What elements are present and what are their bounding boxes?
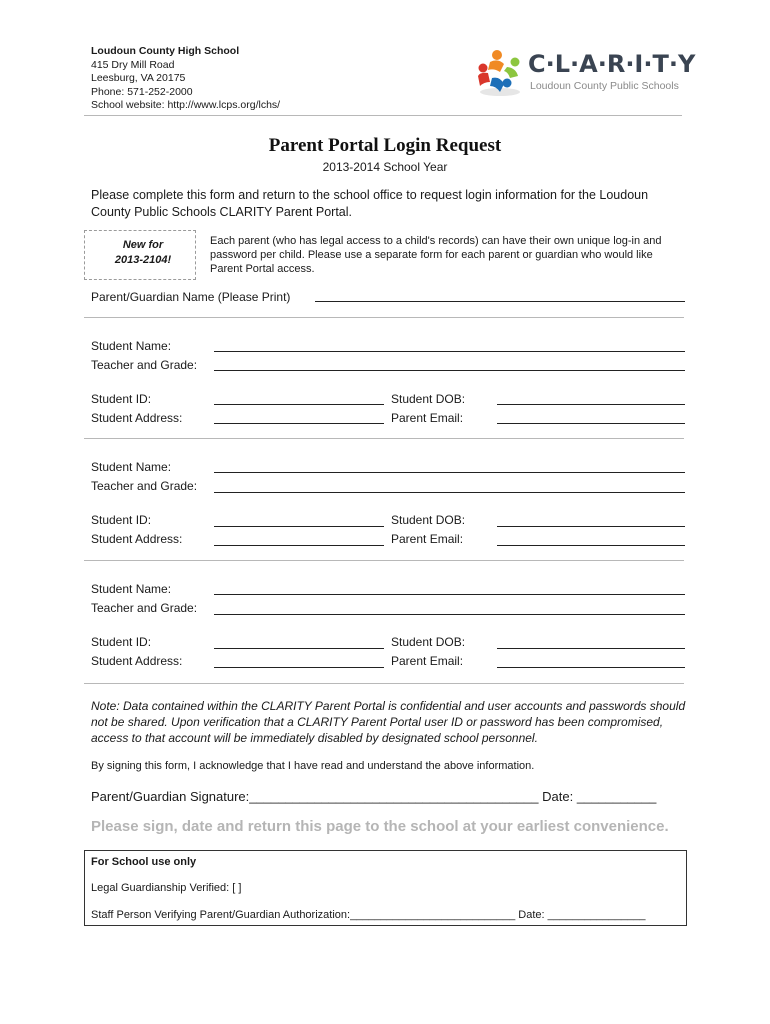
student-dob-label: Student DOB: [391, 513, 466, 527]
parent-email-label: Parent Email: [391, 532, 464, 546]
new-for-label [88, 238, 198, 268]
student-id-field[interactable] [214, 648, 384, 649]
parent-name-field[interactable] [315, 301, 685, 302]
section-divider-4 [84, 683, 684, 684]
clarity-logo [474, 46, 696, 100]
student-dob-label: Student DOB: [391, 392, 466, 406]
student-address-field[interactable] [214, 423, 384, 424]
school-info [91, 45, 280, 113]
acknowledgement-text: By signing this form, I acknowledge that I have read and understand the above information. [91, 760, 535, 772]
clarity-subtitle: Loudoun County Public Schools [530, 80, 679, 92]
section-divider-3 [84, 560, 684, 561]
teacher-grade-label: Teacher and Grade: [91, 358, 198, 372]
new-for-label-line1: New for [122, 239, 164, 251]
student-address-label: Student Address: [91, 411, 183, 425]
student-dob-field[interactable] [497, 404, 685, 405]
teacher-grade-label: Teacher and Grade: [91, 601, 198, 615]
student-dob-label: Student DOB: [391, 635, 466, 649]
header-divider [84, 115, 682, 116]
student-id-label: Student ID: [91, 513, 152, 527]
parent-email-field[interactable] [497, 667, 685, 668]
student-name-field[interactable] [214, 351, 685, 352]
staff-verification-line[interactable]: Staff Person Verifying Parent/Guardian Authorization:___________________________ Date: ________________ [91, 909, 646, 921]
parent-email-field[interactable] [497, 545, 685, 546]
student-address-field[interactable] [214, 545, 384, 546]
parent-name-label: Parent/Guardian Name (Please Print) [91, 290, 291, 304]
signature-blank[interactable]: ________________________________________ [249, 789, 539, 804]
student-address-field[interactable] [214, 667, 384, 668]
student-address-label: Student Address: [91, 532, 183, 546]
student-address-label: Student Address: [91, 654, 183, 668]
parent-email-field[interactable] [497, 423, 685, 424]
student-name-label: Student Name: [91, 582, 172, 596]
student-dob-field[interactable] [497, 648, 685, 649]
teacher-grade-label: Teacher and Grade: [91, 479, 198, 493]
teacher-grade-field[interactable] [214, 614, 685, 615]
signature-label: Parent/Guardian Signature: [91, 789, 250, 804]
clarity-wordmark: C·L·A·R·I·T·Y [528, 50, 696, 78]
signature-date-blank[interactable]: ___________ [576, 789, 657, 804]
signature-date-label: Date: [542, 789, 574, 804]
student-id-field[interactable] [214, 404, 384, 405]
guardianship-verified[interactable]: Legal Guardianship Verified: [ ] [91, 882, 242, 894]
section-divider-1 [84, 317, 684, 318]
school-website: School website: http://www.lcps.org/lchs/ [91, 99, 281, 111]
teacher-grade-field[interactable] [214, 370, 685, 371]
school-use-title: For School use only [91, 856, 197, 868]
page-title: Parent Portal Login Request [268, 135, 502, 156]
school-name: Loudoun County High School [91, 45, 240, 57]
teacher-grade-field[interactable] [214, 492, 685, 493]
student-id-label: Student ID: [91, 392, 152, 406]
school-address-line1: 415 Dry Mill Road [91, 58, 175, 71]
new-for-label-line2: 2013-2104! [114, 254, 172, 266]
please-sign-banner: Please sign, date and return this page to the school at your earliest convenience. [91, 818, 669, 835]
student-dob-field[interactable] [497, 526, 685, 527]
parent-email-label: Parent Email: [391, 411, 464, 425]
student-name-field[interactable] [214, 472, 685, 473]
school-address-line2: Leesburg, VA 20175 [91, 72, 186, 84]
student-id-label: Student ID: [91, 635, 152, 649]
parent-email-label: Parent Email: [391, 654, 464, 668]
signature-line[interactable] [91, 789, 656, 804]
school-year: 2013-2014 School Year [322, 160, 448, 174]
section-divider-2 [84, 438, 684, 439]
intro-text: Please complete this form and return to the school office to request login information for the Loudoun County Public Schools CLARITY Parent Portal. [91, 188, 649, 219]
student-id-field[interactable] [214, 526, 384, 527]
student-name-label: Student Name: [91, 339, 172, 353]
clarity-logo-icon [474, 46, 526, 100]
school-phone: Phone: 571-252-2000 [91, 85, 193, 98]
confidentiality-note: Note: Data contained within the CLARITY Parent Portal is confidential and user accounts and passwords should not be shared. Upon verification that a CLARITY Parent Portal user ID or password has been compromised, access to that account will be immediately disabled by designated school personnel. [91, 699, 686, 745]
student-name-label: Student Name: [91, 460, 172, 474]
new-for-text: Each parent (who has legal access to a child's records) can have their own unique log-in and password per child. Please use a separate form for each parent or guardian who would like Parent Portal access. [210, 235, 662, 275]
student-name-field[interactable] [214, 594, 685, 595]
